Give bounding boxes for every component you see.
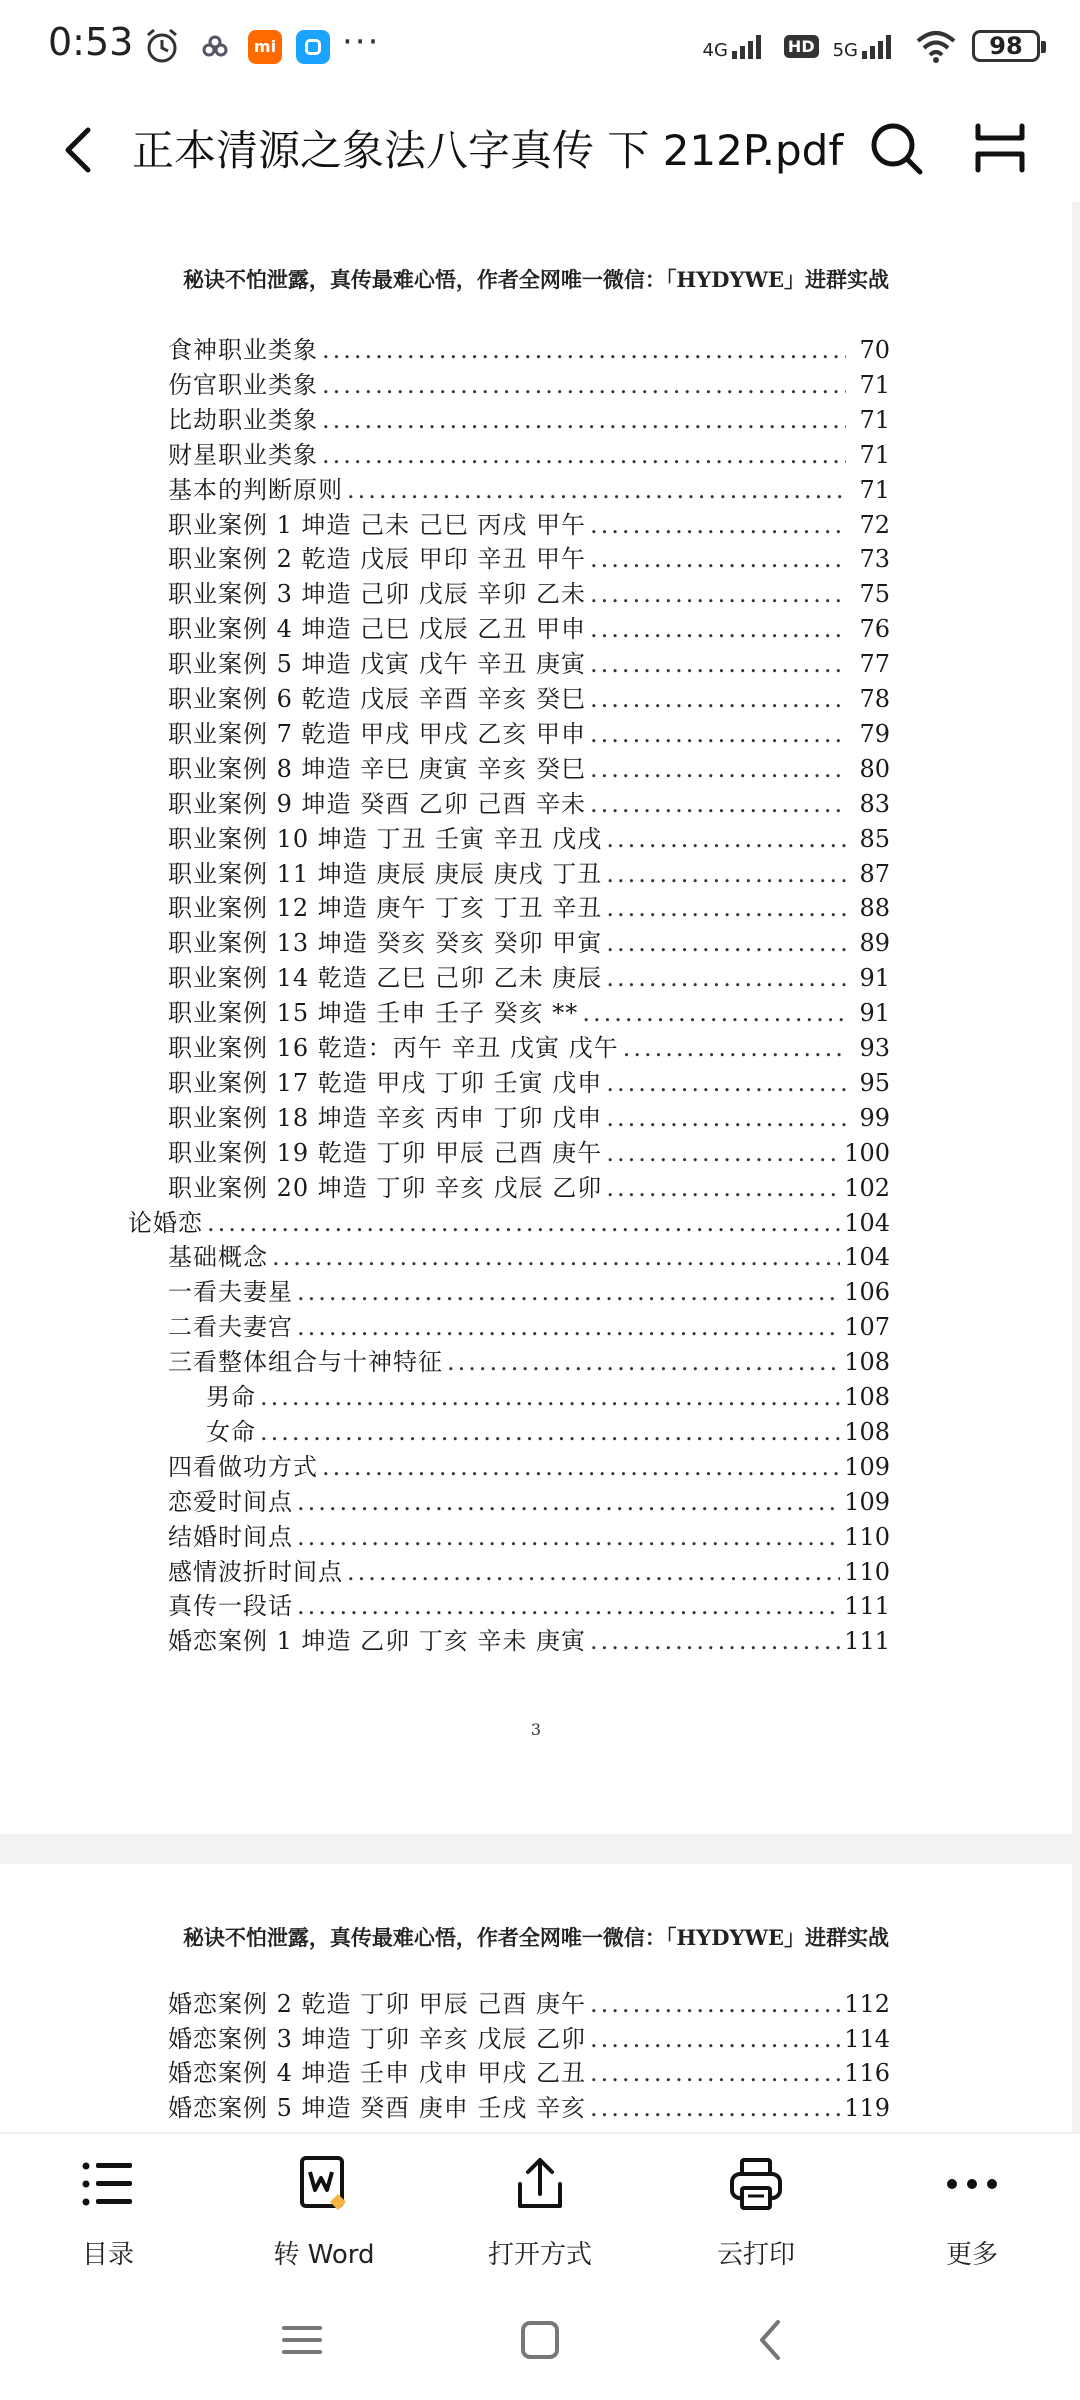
toolbar-label: 转 Word — [273, 2240, 375, 2270]
toc-entry-page: 108 — [844, 1383, 890, 1411]
toc-entry-page: 104 — [844, 1243, 890, 1272]
more-dots-icon: ··· — [342, 22, 381, 62]
toc-leader-dots — [207, 1209, 840, 1237]
app-icon — [296, 30, 330, 64]
toc-entry-title: 男命 — [206, 1383, 256, 1411]
toc-entry-page: 88 — [859, 894, 890, 923]
toc-entry-page: 112 — [844, 1990, 890, 2018]
toc-entry[interactable] — [168, 644, 890, 678]
toc-entry-page: 99 — [859, 1103, 890, 1132]
toc-entry[interactable] — [168, 1272, 890, 1306]
toc-leader-dots — [272, 1243, 840, 1271]
toc-entry-title: 职业案例 13 坤造 癸亥 癸亥 癸卯 甲寅 — [168, 929, 603, 958]
toc-entry-title: 结婚时间点 — [168, 1522, 293, 1551]
toc-button[interactable] — [18, 2154, 198, 2271]
convert-word-icon — [294, 2154, 354, 2214]
toc-entry[interactable] — [168, 1342, 890, 1376]
toc-leader-dots — [590, 2059, 840, 2087]
toc-entry-page: 111 — [844, 1592, 890, 1621]
toc-entry-title: 职业案例 1 坤造 己未 己巳 丙戌 甲午 — [168, 510, 587, 539]
toc-entry[interactable] — [168, 330, 890, 364]
toc-leader-dots — [590, 720, 846, 748]
toc-entry-page: 109 — [844, 1487, 890, 1516]
back-nav-icon[interactable] — [742, 2310, 802, 2370]
toc-entry[interactable] — [168, 1552, 890, 1586]
toc-entry[interactable] — [206, 1377, 890, 1411]
toc-entry-title: 职业案例 17 乾造 甲戌 丁卯 壬寅 戊申 — [168, 1068, 603, 1097]
battery-icon — [972, 30, 1040, 62]
toc-entry-page: 83 — [859, 789, 890, 818]
toc-entry-title: 职业案例 10 坤造 丁丑 壬寅 辛丑 戊戌 — [168, 824, 603, 853]
toc-entry-page: 104 — [844, 1208, 890, 1237]
toc-entry-title: 职业案例 18 坤造 辛亥 丙申 丁卯 戊申 — [168, 1103, 603, 1132]
toc-entry-title: 职业案例 2 乾造 戊辰 甲印 辛丑 甲午 — [168, 545, 587, 574]
toc-entry-title: 职业案例 20 坤造 丁卯 辛亥 戊辰 乙卯 — [168, 1173, 603, 1202]
toc-entry[interactable] — [168, 993, 890, 1027]
toc-entry-title: 职业案例 15 坤造 壬申 壬子 癸亥 ** — [168, 999, 579, 1028]
toc-leader-dots — [590, 1627, 840, 1655]
toc-leader-dots — [623, 1034, 846, 1062]
toc-entry-page: 89 — [859, 929, 890, 958]
status-indicators — [703, 22, 1040, 70]
toc-entry-title: 职业案例 9 坤造 癸酉 乙卯 己酉 辛未 — [168, 789, 587, 818]
toc-entry-title: 恋爱时间点 — [168, 1487, 293, 1516]
toc-entry-page: 100 — [844, 1138, 890, 1167]
toc-entry-title: 职业案例 11 坤造 庚辰 庚辰 庚戌 丁丑 — [168, 859, 603, 888]
toc-leader-dots — [590, 580, 846, 608]
toc-entry[interactable] — [168, 1586, 890, 1620]
toc-leader-dots — [590, 1990, 840, 2018]
toc-entry[interactable] — [168, 435, 890, 469]
toc-leader-dots — [297, 1592, 840, 1620]
title-bar — [0, 92, 1080, 204]
more-icon — [942, 2154, 1002, 2214]
toc-entry[interactable] — [168, 1063, 890, 1097]
toc-entry-page: 75 — [859, 580, 890, 609]
toc-leader-dots — [606, 860, 846, 888]
toc-entry-title: 婚恋案例 2 乾造 丁卯 甲辰 己酉 庚午 — [168, 1990, 587, 2018]
toc-entry-page: 72 — [859, 510, 890, 539]
toc-entry-page: 70 — [859, 336, 890, 364]
toc-entry-title: 伤官职业类象 — [168, 370, 318, 399]
toc-entry-page: 80 — [859, 754, 890, 783]
bottom-toolbar — [0, 2132, 1080, 2284]
toc-entry-title: 职业案例 19 乾造 丁卯 甲辰 己酉 庚午 — [168, 1138, 603, 1167]
pdf-page — [0, 202, 1072, 1834]
toc-entry-page: 93 — [859, 1034, 890, 1062]
toc-entry[interactable] — [168, 1028, 890, 1062]
toc-entry-page: 73 — [859, 545, 890, 574]
network-label-5g: 5G — [832, 40, 858, 61]
toc-leader-dots — [447, 1348, 840, 1376]
network-label-4g: 4G — [702, 40, 728, 61]
toc-leader-dots — [297, 1278, 840, 1306]
toc-leader-dots — [590, 615, 846, 643]
toc-entry[interactable] — [206, 1412, 890, 1446]
battery-level: 98 — [989, 32, 1023, 60]
toc-entry-page: 71 — [859, 440, 890, 469]
toc-leader-dots — [297, 1313, 840, 1341]
toc-entry-page: 102 — [844, 1173, 890, 1202]
toc-entry-page: 114 — [844, 2024, 890, 2053]
toc-leader-dots — [347, 1558, 840, 1586]
back-icon[interactable] — [50, 120, 110, 180]
toc-entry-title: 职业案例 4 坤造 己巳 戊辰 乙丑 甲申 — [168, 615, 587, 644]
toc-entry[interactable] — [168, 1133, 890, 1167]
toc-entry[interactable] — [168, 1984, 890, 2018]
toc-entry-page: 71 — [859, 370, 890, 399]
pdf-page — [0, 1864, 1072, 2132]
toc-entry-page: 95 — [859, 1068, 890, 1097]
toc-entry-title: 职业案例 16 乾造：丙午 辛丑 戊寅 戊午 — [168, 1034, 619, 1062]
toc-entry[interactable] — [168, 1621, 890, 1655]
toc-leader-dots — [322, 441, 846, 469]
search-icon[interactable] — [866, 118, 926, 178]
open-with-button[interactable] — [450, 2154, 630, 2271]
toolbar-label: 更多 — [945, 2240, 998, 2270]
toc-entry[interactable] — [168, 784, 890, 818]
toolbar-label: 打开方式 — [487, 2240, 592, 2270]
toolbar-label: 目录 — [81, 2240, 134, 2270]
toc-entry[interactable] — [168, 819, 890, 853]
toc-entry-page: 110 — [844, 1522, 890, 1551]
toc-entry[interactable] — [128, 1203, 890, 1237]
toc-entry-title: 婚恋案例 3 坤造 丁卯 辛亥 戊辰 乙卯 — [168, 2024, 587, 2053]
toc-entry-title: 四看做功方式 — [168, 1452, 318, 1481]
toc-entry-page: 71 — [859, 475, 890, 504]
toc-leader-dots — [606, 825, 846, 853]
toc-entry-page: 71 — [859, 405, 890, 434]
toc-entry-page: 107 — [844, 1313, 890, 1342]
system-nav-bar — [0, 2282, 1080, 2400]
toc-entry[interactable] — [168, 1517, 890, 1551]
toc-entry-title: 基本的判断原则 — [168, 475, 343, 504]
toc-leader-dots — [606, 1174, 840, 1202]
toc-entry[interactable] — [168, 1168, 890, 1202]
toc-entry-page: 87 — [859, 859, 890, 888]
document-viewer[interactable] — [0, 202, 1080, 2132]
toc-leader-dots — [590, 2025, 840, 2053]
toc-leader-dots — [260, 1383, 840, 1411]
toc-entry[interactable] — [168, 1447, 890, 1481]
toc-entry-page: 108 — [844, 1348, 890, 1377]
toc-entry-title: 三看整体组合与十神特征 — [168, 1348, 443, 1377]
toc-entry[interactable] — [168, 1482, 890, 1516]
toc-entry[interactable] — [168, 470, 890, 504]
toc-entry[interactable] — [168, 505, 890, 539]
alarm-icon — [142, 26, 182, 66]
signal-icon — [860, 31, 900, 61]
toc-entry-title: 职业案例 7 乾造 甲戌 甲戌 乙亥 甲申 — [168, 719, 587, 748]
toc-entry-title: 财星职业类象 — [168, 440, 318, 469]
toc-entry-title: 二看夫妻宫 — [168, 1313, 293, 1342]
toc-entry-page: 91 — [859, 964, 890, 993]
toc-entry-page: 116 — [844, 2059, 890, 2087]
share-open-icon — [510, 2154, 570, 2214]
toc-entry-page: 119 — [844, 2093, 890, 2122]
toc-leader-dots — [590, 650, 846, 678]
link-icon — [200, 34, 230, 60]
toc-entry-page: 85 — [859, 824, 890, 853]
toc-entry[interactable] — [168, 2019, 890, 2053]
wifi-icon — [914, 29, 958, 63]
toolbar-label: 云打印 — [716, 2240, 795, 2270]
toc-entry[interactable] — [168, 958, 890, 992]
toc-entry-title: 真传一段话 — [168, 1592, 293, 1621]
toc-entry[interactable] — [168, 923, 890, 957]
status-bar — [0, 0, 1080, 92]
toc-entry-title: 婚恋案例 4 坤造 壬申 戊申 甲戌 乙丑 — [168, 2059, 587, 2087]
toc-entry-title: 职业案例 5 坤造 戊寅 戊午 辛丑 庚寅 — [168, 650, 587, 679]
page-header: 秘诀不怕泄露，真传最难心悟，作者全网唯一微信：「HYDYWE」进群实战 — [182, 267, 890, 292]
toc-leader-dots — [322, 371, 846, 399]
status-time: 0:53 — [48, 20, 134, 64]
toc-entry-title: 食神职业类象 — [168, 336, 318, 364]
convert-word-button[interactable] — [234, 2154, 414, 2271]
printer-icon — [726, 2154, 786, 2214]
toc-leader-dots — [606, 929, 846, 957]
toc-entry-page: 91 — [859, 999, 890, 1028]
toc-entry[interactable] — [168, 888, 890, 922]
signal-icon — [730, 31, 770, 61]
more-button[interactable] — [882, 2154, 1062, 2271]
toc-entry-page: 111 — [844, 1627, 890, 1656]
table-of-contents-icon — [78, 2154, 138, 2214]
toc-leader-dots — [590, 511, 846, 539]
toc-entry-title: 职业案例 12 坤造 庚午 丁亥 丁丑 辛丑 — [168, 894, 603, 923]
toc-leader-dots — [297, 1523, 840, 1551]
toc-leader-dots — [606, 964, 846, 992]
toc-entry-page: 106 — [844, 1278, 890, 1307]
toc-leader-dots — [590, 685, 846, 713]
toc-entry[interactable] — [168, 365, 890, 399]
toc-entry-title: 职业案例 14 乾造 乙巳 己卯 乙未 庚辰 — [168, 964, 603, 993]
toc-leader-dots — [322, 336, 846, 364]
hd-badge: HD — [784, 35, 819, 58]
toc-entry[interactable] — [168, 749, 890, 783]
toc-leader-dots — [582, 999, 846, 1027]
toc-entry[interactable] — [168, 400, 890, 434]
toc-leader-dots — [322, 406, 846, 434]
toc-entry[interactable] — [168, 574, 890, 608]
cloud-print-button[interactable] — [666, 2154, 846, 2271]
toc-entry[interactable] — [168, 1237, 890, 1271]
toc-leader-dots — [590, 545, 846, 573]
toc-entry-title: 论婚恋 — [128, 1208, 203, 1237]
toc-entry-page: 78 — [859, 685, 890, 713]
toc-leader-dots — [590, 755, 846, 783]
toc-entry-page: 79 — [859, 719, 890, 748]
toc-leader-dots — [606, 1104, 846, 1132]
toc-entry[interactable] — [168, 1098, 890, 1132]
toc-entry[interactable] — [168, 1307, 890, 1341]
recent-apps-icon[interactable] — [272, 2310, 332, 2370]
toc-entry-title: 感情波折时间点 — [168, 1557, 343, 1586]
toc-entry[interactable] — [168, 2053, 890, 2087]
toc-leader-dots — [590, 2094, 840, 2122]
toc-entry-page: 109 — [844, 1452, 890, 1481]
page-number: 3 — [530, 1720, 542, 1739]
toc-entry-page: 76 — [859, 615, 890, 644]
toc-leader-dots — [322, 1453, 840, 1481]
toc-entry-title: 婚恋案例 5 坤造 癸酉 庚申 壬戌 辛亥 — [168, 2093, 587, 2122]
toc-leader-dots — [606, 1069, 846, 1097]
toc-entry[interactable] — [168, 2088, 890, 2122]
toc-leader-dots — [297, 1488, 840, 1516]
toc-leader-dots — [347, 476, 846, 504]
toc-entry-title: 一看夫妻星 — [168, 1278, 293, 1307]
toc-entry-title: 职业案例 6 乾造 戊辰 辛酉 辛亥 癸巳 — [168, 685, 587, 713]
toc-leader-dots — [590, 790, 846, 818]
page-header: 秘诀不怕泄露，真传最难心悟，作者全网唯一微信：「HYDYWE」进群实战 — [182, 1925, 890, 1950]
home-icon[interactable] — [510, 2310, 570, 2370]
toc-entry[interactable] — [168, 679, 890, 713]
toc-entry-title: 职业案例 8 坤造 辛巳 庚寅 辛亥 癸巳 — [168, 754, 587, 783]
toc-entry-page: 108 — [844, 1417, 890, 1446]
toc-entry[interactable] — [168, 714, 890, 748]
toc-entry-title: 婚恋案例 1 坤造 乙卯 丁亥 辛未 庚寅 — [168, 1627, 587, 1656]
toc-entry-title: 职业案例 3 坤造 己卯 戊辰 辛卯 乙未 — [168, 580, 587, 609]
toc-entry[interactable] — [168, 854, 890, 888]
toc-leader-dots — [260, 1418, 840, 1446]
toc-entry[interactable] — [168, 609, 890, 643]
toc-entry-title: 女命 — [206, 1417, 256, 1446]
toc-entry-page: 110 — [844, 1557, 890, 1586]
toc-entry-page: 77 — [859, 650, 890, 679]
document-title: 正本清源之象法八字真传 下 212P.pdf — [132, 126, 844, 175]
toc-leader-dots — [606, 1139, 840, 1167]
toc-entry-title: 基础概念 — [168, 1243, 268, 1272]
toc-entry-title: 比劫职业类象 — [168, 405, 318, 434]
exit-reading-icon[interactable] — [970, 118, 1030, 178]
mi-app-icon: mi — [248, 30, 282, 64]
toc-leader-dots — [606, 894, 846, 922]
toc-entry[interactable] — [168, 539, 890, 573]
